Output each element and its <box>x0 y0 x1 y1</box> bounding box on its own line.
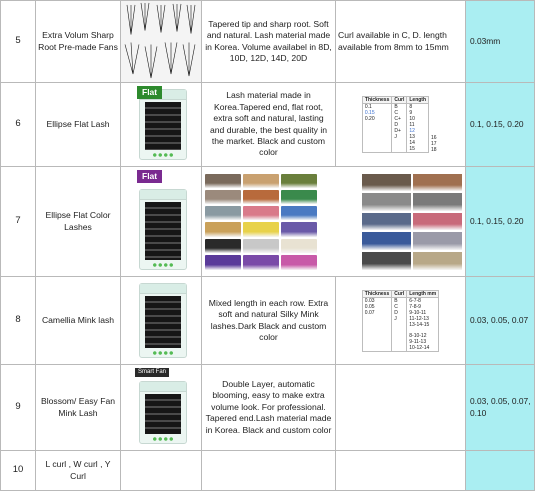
color-swatch <box>281 255 317 269</box>
product-name: Ellipse Flat Color Lashes <box>36 167 121 277</box>
lash-tray-image <box>139 89 187 160</box>
product-description: Lash material made in Korea.Tapered end, flat root, extra soft and natural, lasting and durable, the best quality in the market. Black and custom color <box>202 83 336 167</box>
thickness-value: 0.1, 0.15, 0.20 <box>466 167 535 277</box>
color-swatch <box>243 190 279 204</box>
thickness-value: 0.03mm <box>466 1 535 83</box>
color-swatch <box>281 222 317 236</box>
table-row <box>1 365 535 451</box>
color-swatch-grid <box>205 174 317 270</box>
color-swatch <box>362 252 411 270</box>
spec-header-curl: Curl <box>392 97 407 104</box>
curl-length-info: Curl available in C, D. length available from 8mm to 15mm <box>336 1 466 83</box>
item-number: 5 <box>1 1 36 83</box>
spec-table-cell <box>336 83 466 167</box>
thickness-value: 0.03, 0.05, 0.07, 0.10 <box>466 365 535 451</box>
color-swatch <box>362 174 411 192</box>
color-swatch <box>413 213 462 231</box>
item-number: 8 <box>1 277 36 365</box>
color-swatch <box>243 222 279 236</box>
color-swatch <box>413 232 462 250</box>
product-name: L curl , W curl , Y Curl <box>36 451 121 491</box>
table-row <box>1 1 535 83</box>
thickness-value: 0.03, 0.05, 0.07 <box>466 277 535 365</box>
table-row <box>1 277 535 365</box>
color-swatch <box>205 174 241 188</box>
product-photo <box>121 451 202 491</box>
color-swatch <box>205 190 241 204</box>
spec-curl-list: B C C+ D D+ J <box>392 104 407 153</box>
color-swatch <box>362 193 411 211</box>
spec-length-list: 6-7-8 7-8-9 9-10-11 11-12-13 13-14-15 8-10-12 9-11-13 10-12-14 <box>407 297 439 351</box>
product-photo <box>121 1 202 83</box>
empty-cell <box>336 365 466 451</box>
spec-mini-table <box>362 290 439 352</box>
product-name: Blossom/ Easy Fan Mink Lash <box>36 365 121 451</box>
color-swatch <box>281 239 317 253</box>
premade-fans-image <box>121 1 201 82</box>
table-row <box>1 167 535 277</box>
spec-header-length: Length <box>407 97 429 104</box>
color-swatch <box>281 190 317 204</box>
color-swatch <box>362 232 411 250</box>
smart-fan-tag: Smart Fan <box>135 368 169 377</box>
color-swatch <box>413 252 462 270</box>
product-photo <box>121 277 202 365</box>
product-name: Ellipse Flat Lash <box>36 83 121 167</box>
color-swatch-grid-b <box>362 174 462 270</box>
item-number: 7 <box>1 167 36 277</box>
product-photo <box>121 83 202 167</box>
spec-header-thickness: Thickness <box>362 97 391 104</box>
product-photo <box>121 167 202 277</box>
color-swatch <box>413 193 462 211</box>
spec-header-length: Length mm <box>407 290 439 297</box>
color-swatch <box>205 239 241 253</box>
lash-tray-image <box>139 381 187 444</box>
spec-curl-list: B C D J <box>392 297 407 351</box>
spec-mini-table <box>362 96 439 153</box>
color-swatch <box>243 239 279 253</box>
color-swatch <box>205 222 241 236</box>
lash-tray-image <box>139 283 187 358</box>
spec-length-extra: 16 17 18 <box>431 134 437 153</box>
product-description: Tapered tip and sharp root. Soft and natural. Lash material made in Korea. Volume availabel in 8D, 10D, 12D, 14D, 20D <box>202 1 336 83</box>
spec-header-curl: Curl <box>392 290 407 297</box>
item-number: 6 <box>1 83 36 167</box>
flat-tag: Flat <box>137 86 162 99</box>
color-swatch <box>243 174 279 188</box>
product-name: Extra Volum Sharp Root Pre-made Fans <box>36 1 121 83</box>
item-number: 9 <box>1 365 36 451</box>
spec-thickness-list: 0.03 0.05 0.07 <box>362 297 391 351</box>
table-row <box>1 451 535 491</box>
spec-table-cell <box>336 277 466 365</box>
lash-tray-image <box>139 189 187 270</box>
item-number: 10 <box>1 451 36 491</box>
spec-length-list: 8 9 10 11 12 13 14 15 <box>407 104 429 153</box>
product-name: Camellia Mink lash <box>36 277 121 365</box>
spec-thickness-list: 0.1 0.15 0.20 <box>362 104 391 153</box>
spec-header-thickness: Thickness <box>362 290 391 297</box>
color-swatch <box>281 174 317 188</box>
color-swatch <box>281 206 317 220</box>
product-description: Double Layer, automatic blooming, easy to make extra volume look. For professional. Tapered end.Lash material made in Korea. Black and custom color <box>202 365 336 451</box>
product-description: Mixed length in each row. Extra soft and natural Silky Mink lashes.Dark Black and custom color <box>202 277 336 365</box>
table-row <box>1 83 535 167</box>
thickness-value: 0.1, 0.15, 0.20 <box>466 83 535 167</box>
flat-tag: Flat <box>137 170 162 183</box>
color-swatch <box>243 206 279 220</box>
color-swatch <box>205 255 241 269</box>
color-swatch <box>205 206 241 220</box>
color-swatch <box>413 174 462 192</box>
color-swatch-cell <box>202 167 466 277</box>
product-photo <box>121 365 202 451</box>
color-swatch <box>362 213 411 231</box>
color-swatch <box>243 255 279 269</box>
